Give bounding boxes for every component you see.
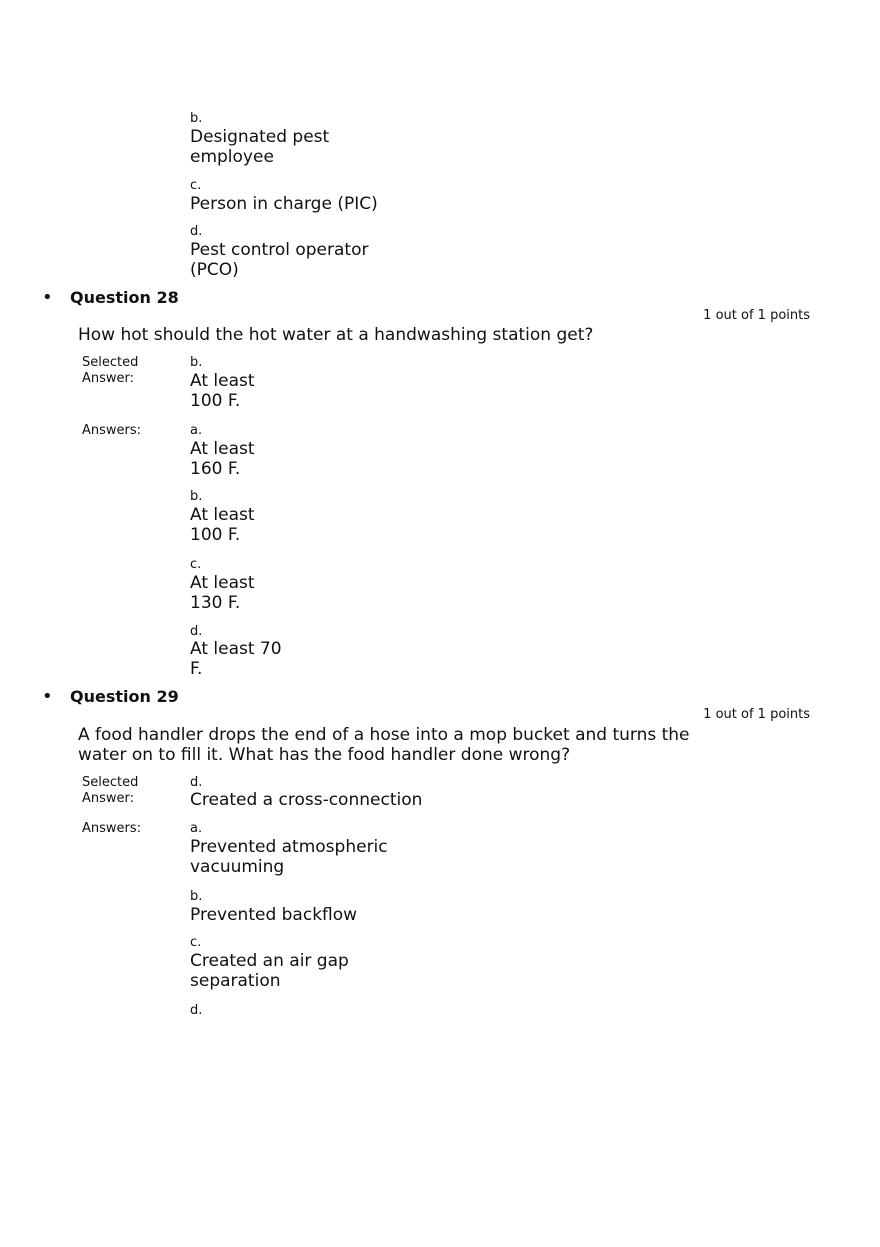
points-score: 1 out of 1 points [703, 308, 810, 323]
answer-letter: b. [190, 111, 203, 126]
answer-text: 130 F. [190, 593, 241, 613]
selected-answer-label: Answer: [82, 371, 135, 386]
answer-text: vacuuming [190, 857, 285, 877]
answer-text: Designated pest [190, 127, 330, 147]
answer-letter: c. [190, 935, 202, 950]
answers-label: Answers: [82, 821, 142, 836]
question-text: water on to fill it. What has the food handler done wrong? [78, 745, 571, 765]
selected-answer-label: Selected [82, 775, 139, 790]
answer-text: At least [190, 439, 255, 459]
answer-letter: c. [190, 557, 202, 572]
answer-text: Created an air gap [190, 951, 349, 971]
answer-text: At least [190, 505, 255, 525]
points-score: 1 out of 1 points [703, 707, 810, 722]
answer-letter: b. [190, 889, 203, 904]
answer-text: Pest control operator [190, 240, 369, 260]
answer-text: 100 F. [190, 525, 241, 545]
answer-text: F. [190, 659, 203, 679]
selected-answer-text: Created a cross-connection [190, 790, 423, 810]
answer-letter: d. [190, 624, 203, 639]
answer-letter: b. [190, 489, 203, 504]
selected-answer-label: Selected [82, 355, 139, 370]
answer-text: At least [190, 573, 255, 593]
answer-text: Prevented backflow [190, 905, 358, 925]
selected-answer-text: At least [190, 371, 255, 391]
answer-letter: b. [190, 355, 203, 370]
question-title: Question 28 [70, 288, 179, 307]
answer-letter: c. [190, 178, 202, 193]
question-text: A food handler drops the end of a hose into a mop bucket and turns the [78, 725, 690, 745]
list-bullet: • [42, 686, 53, 707]
answer-letter: d. [190, 775, 203, 790]
answer-text: Person in charge (PIC) [190, 194, 378, 214]
question-title: Question 29 [70, 687, 179, 706]
answer-letter: a. [190, 423, 203, 438]
selected-answer-label: Answer: [82, 791, 135, 806]
answer-text: employee [190, 147, 274, 167]
list-bullet: • [42, 287, 53, 308]
answer-text: Prevented atmospheric [190, 837, 388, 857]
answer-text: (PCO) [190, 260, 239, 280]
answer-text: 160 F. [190, 459, 241, 479]
answer-text: separation [190, 971, 281, 991]
answer-text: At least 70 [190, 639, 282, 659]
answers-label: Answers: [82, 423, 142, 438]
question-text: How hot should the hot water at a handwashing station get? [78, 325, 594, 345]
answer-letter: d. [190, 224, 203, 239]
answer-letter: d. [190, 1003, 203, 1018]
selected-answer-text: 100 F. [190, 391, 241, 411]
answer-letter: a. [190, 821, 203, 836]
